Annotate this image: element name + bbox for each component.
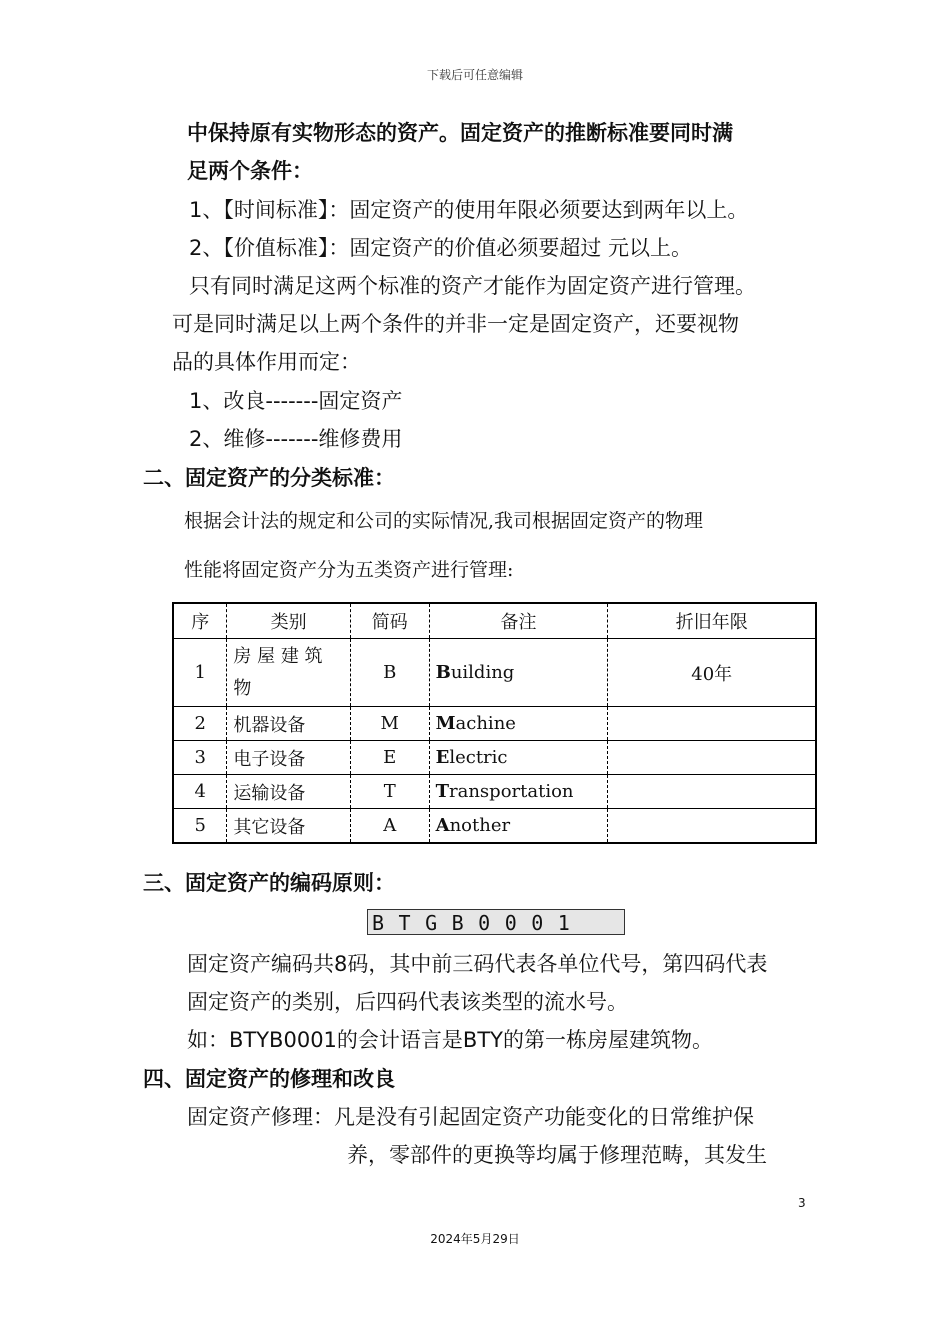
header-no: 序 — [173, 603, 227, 639]
row-no: 1 — [173, 639, 227, 707]
table-row — [173, 639, 816, 707]
row-note — [429, 639, 608, 707]
row-category: 机器设备 — [227, 707, 350, 741]
row-note — [429, 707, 608, 741]
header-depreciation: 折旧年限 — [608, 603, 816, 639]
row-note-initial: E — [435, 747, 450, 768]
section-4-title: 四、固定资产的修理和改良 — [143, 1067, 395, 1091]
row-code: A — [350, 809, 429, 844]
intro-line-1: 中保持原有实物形态的资产。固定资产的推断标准要同时满 — [187, 121, 733, 145]
row-code: E — [350, 741, 429, 775]
page-number: 3 — [798, 1196, 806, 1210]
row-no: 2 — [173, 707, 227, 741]
row-code: M — [350, 707, 429, 741]
section-4-desc-2: 养，零部件的更换等均属于修理范畴，其发生 — [347, 1143, 767, 1167]
header-code: 简码 — [350, 603, 429, 639]
row-category: 电子设备 — [227, 741, 350, 775]
row-code: B — [350, 639, 429, 707]
header-category: 类别 — [227, 603, 350, 639]
row-note-initial: T — [435, 781, 449, 802]
row-years: 40年 — [608, 639, 816, 707]
table-row — [173, 741, 816, 775]
table-header-row — [173, 603, 816, 639]
row-category-line-2: 物 — [233, 677, 252, 699]
table-row — [173, 707, 816, 741]
row-years — [608, 809, 816, 844]
row-years — [608, 775, 816, 809]
row-note-initial: B — [435, 662, 451, 683]
row-note-rest: lectric — [449, 747, 508, 768]
section-3-desc-1: 固定资产编码共8码，其中前三码代表各单位代号，第四码代表 — [187, 952, 768, 976]
intro-paragraph-3: 品的具体作用而定： — [172, 350, 361, 374]
row-category: 运输设备 — [227, 775, 350, 809]
intro-line-2: 足两个条件： — [187, 159, 313, 183]
row-note-initial: A — [435, 815, 450, 836]
row-category: 其它设备 — [227, 809, 350, 844]
section-2-title: 二、固定资产的分类标准： — [143, 466, 395, 490]
intro-paragraph-2: 可是同时满足以上两个条件的并非一定是固定资产，还要视物 — [172, 312, 739, 336]
row-no: 4 — [173, 775, 227, 809]
section-4-desc-1: 固定资产修理：凡是没有引起固定资产功能变化的日常维护保 — [187, 1105, 754, 1129]
row-note-rest: nother — [449, 815, 511, 836]
table-row — [173, 775, 816, 809]
condition-time: 1、【时间标准】：固定资产的使用年限必须要达到两年以上。 — [189, 198, 749, 222]
row-note — [429, 775, 608, 809]
list-item-repair: 2、维修-------维修费用 — [189, 427, 403, 451]
header-note: 备注 — [429, 603, 608, 639]
asset-code-sample: BTGB0001 — [367, 909, 625, 935]
row-note-rest: ransportation — [449, 781, 574, 802]
table-row — [173, 809, 816, 844]
row-code: T — [350, 775, 429, 809]
section-2-desc-1: 根据会计法的规定和公司的实际情况,我司根据固定资产的物理 — [184, 510, 704, 532]
row-years — [608, 707, 816, 741]
page-header: 下载后可任意编辑 — [426, 68, 523, 82]
row-no: 5 — [194, 815, 206, 836]
row-years — [608, 741, 816, 775]
list-item-improve: 1、改良-------固定资产 — [189, 389, 403, 413]
asset-category-table — [172, 602, 817, 844]
row-note — [429, 809, 608, 844]
row-no: 3 — [173, 741, 227, 775]
row-note-rest: achine — [455, 713, 516, 734]
section-3-desc-2: 固定资产的类别，后四码代表该类型的流水号。 — [187, 990, 628, 1014]
section-3-example: 如：BTYB0001的会计语言是BTY的第一栋房屋建筑物。 — [187, 1028, 713, 1052]
row-category — [227, 639, 350, 707]
intro-paragraph-1: 只有同时满足这两个标准的资产才能作为固定资产进行管理。 — [189, 274, 756, 298]
row-note-initial: M — [435, 713, 456, 734]
row-note-rest: uilding — [450, 662, 515, 683]
footer-date: 2024年5月29日 — [430, 1232, 520, 1246]
row-note — [429, 741, 608, 775]
section-2-desc-2: 性能将固定资产分为五类资产进行管理: — [184, 559, 514, 581]
section-3-title: 三、固定资产的编码原则： — [143, 871, 395, 895]
condition-value: 2、【价值标准】：固定资产的价值必须要超过 元以上。 — [189, 236, 693, 260]
row-category-line-1: 房 屋 建 筑 — [233, 645, 323, 667]
